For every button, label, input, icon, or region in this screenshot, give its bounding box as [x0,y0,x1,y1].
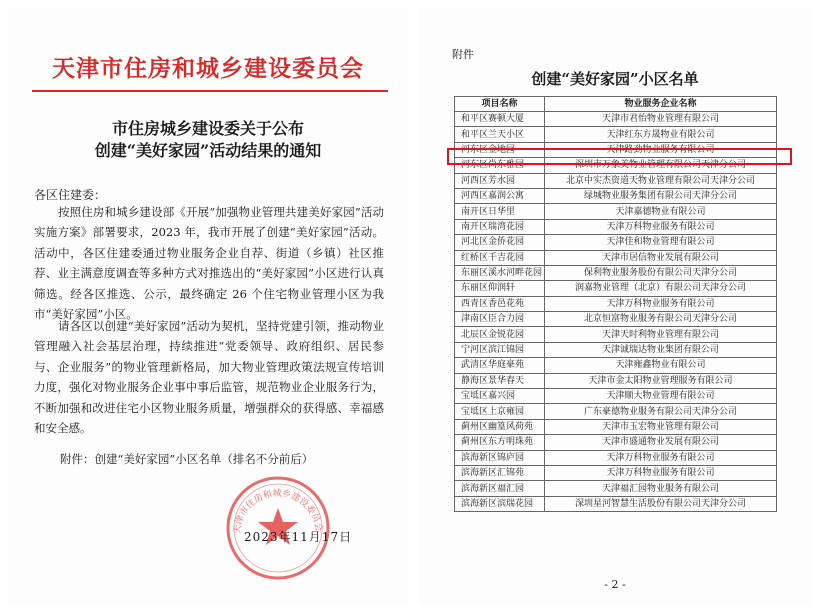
table-row [455,389,777,404]
project-name-cell: 河西区芳水园 [455,173,545,188]
company-name-cell: 润嘉物业管理（北京）有限公司天津分公司 [545,281,777,296]
company-name-cell: 天津佳和物业管理有限公司 [545,235,777,250]
table-row [455,281,777,296]
company-name-cell: 天津路劲物业服务有限公司 [545,142,777,157]
company-name-cell: 天津雍鑫物业有限公司 [545,358,777,373]
company-name-cell: 天津市君怡物业管理有限公司 [545,112,777,127]
company-name-cell: 天津市盛通物业发展有限公司 [545,435,777,450]
project-name-cell: 蓟州区东方明珠苑 [455,435,545,450]
company-name-cell: 北京中实杰资道天物业管理有限公司天津分公司 [545,173,777,188]
company-name-cell: 天津万科物业服务有限公司 [545,219,777,234]
company-name-cell: 绿城物业服务集团有限公司天津分公司 [545,188,777,203]
table-row [455,342,777,357]
community-list-table [454,96,777,512]
notice-page [8,8,408,606]
company-name-cell: 天津诚瑞达物业集团有限公司 [545,342,777,357]
body-paragraph-1: 按照住房和城乡建设部《开展“加强物业管理共建美好家园”活动实施方案》部署要求，2023 年，我市开展了创建“美好家园”活动。活动中，各区住建委通过物业服务企业自荐、街道（乡镇）社区推荐、业主满意度调查等多种方式对推选出的“美好家园”小区进行认真筛选。经各区推选、公示，最终确定 26 个住宅物业管理小区为我市“美好家园”小区。 [34,205,384,322]
salutation: 各区住建委： [34,188,107,202]
table-row [455,358,777,373]
table-row [455,312,777,327]
table-row [455,204,777,219]
table-row [455,158,777,173]
project-name-cell: 和平区赛顿大厦 [455,112,545,127]
table-row [455,435,777,450]
project-name-cell: 宝坻区嘉兴园 [455,389,545,404]
table-row [455,465,777,480]
company-name-cell: 天津市居信物业发展有限公司 [545,250,777,265]
issue-date: 2023年11月17日 [244,530,353,544]
project-name-cell: 滨海新区福汇园 [455,481,545,496]
table-row [455,496,777,511]
table-row [455,112,777,127]
project-name-cell: 滨海新区锦庐园 [455,450,545,465]
project-name-cell: 武清区华庭豪苑 [455,358,545,373]
company-name-cell: 保利物业服务股份有限公司天津分公司 [545,265,777,280]
project-name-cell: 河西区嘉润公寓 [455,188,545,203]
project-name-cell: 宝坻区上京雍园 [455,404,545,419]
document-title-line2: 创建“美好家园”活动结果的通知 [94,141,322,160]
company-name-cell: 天津顺大物业管理有限公司 [545,389,777,404]
company-name-cell: 天津万科物业服务有限公司 [545,296,777,311]
company-name-cell: 天津市玉宏物业管理有限公司 [545,419,777,434]
company-name-cell: 天津万科物业服务有限公司 [545,450,777,465]
list-title: 创建“美好家园”小区名单 [531,70,699,88]
project-name-cell: 静海区景华春天 [455,373,545,388]
table-row [455,265,777,280]
project-name-cell: 滨海新区汇锦苑 [455,465,545,480]
table-row [455,250,777,265]
table-row [455,235,777,250]
project-name-cell: 东丽区仰润轩 [455,281,545,296]
table-row [455,127,777,142]
project-name-cell: 滨海新区滨瑞花园 [455,496,545,511]
table-row [455,142,777,157]
table-row [455,173,777,188]
attachment-note: 附件：创建“美好家园”小区名单（排名不分前后） [60,452,314,466]
page-number: - 2 - [604,578,626,591]
table-row [455,296,777,311]
table-row [455,327,777,342]
table-row [455,188,777,203]
project-name-cell: 东丽区溪水河畔花园 [455,265,545,280]
document-title-line1: 市住房城乡建设委关于公布 [111,119,304,138]
project-name-cell: 河东区金地园 [455,142,545,157]
company-name-cell: 北京恒富物业服务有限公司天津分公司 [545,312,777,327]
company-name-cell: 深圳星河智慧生活股份有限公司天津分公司 [545,496,777,511]
project-name-cell: 红桥区千吉花园 [455,250,545,265]
project-name-cell: 和平区兰天小区 [455,127,545,142]
company-name-cell: 天津市金太阳物业管理服务有限公司 [545,373,777,388]
stamp-text: 天津市住房和城乡建设委员会 [232,488,324,535]
project-name-cell: 蓟州区幽篁风荷苑 [455,419,545,434]
column-header-project: 项目名称 [455,97,545,112]
project-name-cell: 西青区香邑花苑 [455,296,545,311]
project-name-cell: 津南区臣合力园 [455,312,545,327]
table-row [455,373,777,388]
project-name-cell: 河东区尚东雅园 [455,158,545,173]
company-name-cell: 天津嘉德物业有限公司 [545,204,777,219]
table-row [455,404,777,419]
company-name-cell: 天津福汇园物业服务有限公司 [545,481,777,496]
company-name-cell: 广东豪德物业服务有限公司天津分公司 [545,404,777,419]
table-row [455,481,777,496]
column-header-company: 物业服务企业名称 [545,97,777,112]
project-name-cell: 北辰区金锐花园 [455,327,545,342]
project-name-cell: 宁河区滨江锦园 [455,342,545,357]
table-row [455,219,777,234]
attachment-label: 附件 [452,48,474,61]
project-name-cell: 河北区金侨花园 [455,235,545,250]
header-red-rule [32,90,388,92]
company-name-cell: 天津天时利物业管理有限公司 [545,327,777,342]
body-paragraph-2: 请各区以创建“美好家园”活动为契机，坚持党建引领，推动物业管理融入社会基层治理，持续推进“党委领导、政府组织、居民参与、企业服务”的物业管理新格局，加大物业管理政策法规宣传培训力度，强化对物业服务企业事中事后监管，规范物业企业服务行为，不断加强和改进住宅小区物业服务质量，增强群众的获得感、幸福感和安全感。 [34,319,384,436]
project-name-cell: 南开区日华里 [455,204,545,219]
company-name-cell: 天津万科物业服务有限公司 [545,465,777,480]
table-header-row [455,97,777,112]
issuer-header-title: 天津市住房和城乡建设委员会 [52,55,364,82]
attachment-page [418,8,812,606]
company-name-cell: 天津红东方晟物业有限公司 [545,127,777,142]
table-row [455,419,777,434]
project-name-cell: 南开区瑞湾花园 [455,219,545,234]
table-row [455,450,777,465]
company-name-cell: 深圳市万象美物业管理有限公司天津分公司 [545,158,777,173]
